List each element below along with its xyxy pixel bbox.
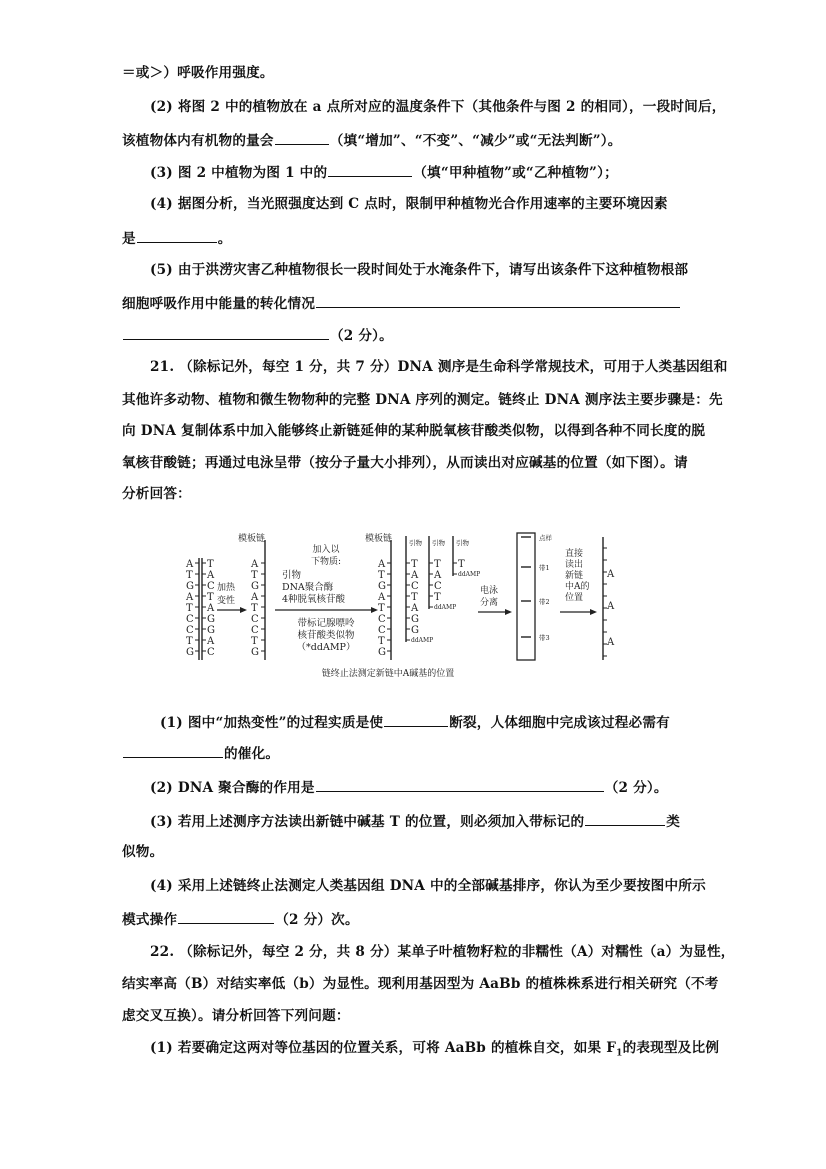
ddamp-label: ddAMP: [458, 571, 481, 578]
base-label: C: [434, 581, 442, 592]
base-label: G: [251, 581, 259, 592]
answer-blank[interactable]: [585, 811, 665, 826]
q20-part2: (2) 将图 2 中的植物放在 a 点所对应的温度条件下（其他条件与图 2 的相同），一段时间后，: [150, 99, 726, 115]
base-label: A: [207, 636, 215, 647]
base-label: A: [251, 559, 259, 570]
base-label: T: [378, 603, 385, 614]
base-label: T: [411, 559, 418, 570]
base-label: A: [411, 570, 419, 581]
text: (3) 若用上述测序方法读出新链中碱基 T 的位置，则必须加入带标记的: [150, 814, 585, 830]
q20-part4: (4) 据图分析，当光照强度达到 C 点时，限制甲种植物光合作用速率的主要环境因素: [150, 196, 668, 212]
q21-intro: 氧核苷酸链；再通过电泳呈带（按分子量大小排列），从而读出对应碱基的位置（如下图）。请: [122, 455, 688, 471]
text: 的催化。: [224, 746, 280, 762]
text: (3) 图 2 中植物为图 1 中的: [150, 165, 328, 181]
text: 细胞呼吸作用中能量的转化情况: [122, 296, 316, 312]
base-label: T: [251, 636, 258, 647]
q21-part3: [150, 811, 680, 831]
base-label: T: [186, 570, 193, 581]
base-label: C: [207, 647, 215, 658]
text: 的表现型及比例: [622, 1040, 720, 1056]
q20-part5: (5) 由于洪涝灾害乙种植物很长一段时间处于水淹条件下，请写出该条件下这种植物根部: [150, 262, 689, 278]
base-label: G: [411, 614, 419, 625]
base-label: T: [434, 592, 441, 603]
base-label: T: [411, 592, 418, 603]
q21-part3-cont: 似物。: [122, 844, 164, 860]
read-label: 新链: [565, 571, 584, 581]
text: (1) 若要确定这两对等位基因的位置关系，可将 AaBb 的植株自交，如果 F: [150, 1040, 617, 1056]
template-label: 模板链: [365, 534, 393, 544]
base-label: C: [378, 625, 386, 636]
base-label: G: [378, 647, 386, 658]
base-label: C: [186, 614, 194, 625]
arrow-head: [371, 607, 378, 613]
base-label: C: [207, 581, 215, 592]
gel-band-label: 带2: [539, 598, 550, 606]
gel-band-label: 带1: [539, 564, 550, 572]
arrow-head: [505, 609, 512, 615]
base-label: C: [251, 614, 259, 625]
base-label: T: [458, 559, 465, 570]
text: （填“甲种植物”或“乙种植物”）；: [413, 165, 618, 181]
q21-part1-cont: [122, 743, 279, 763]
answer-blank[interactable]: [123, 743, 223, 758]
read-label: 读出: [565, 560, 584, 570]
labeled-nucleotide-label: （*ddAMP）: [296, 642, 356, 653]
base-label: A: [378, 559, 386, 570]
base-label: T: [251, 570, 258, 581]
result-base-label: A: [607, 601, 615, 612]
electrophoresis-label: 电泳: [480, 586, 499, 596]
text: 类: [666, 814, 681, 830]
q21-part4: (4) 采用上述链终止法测定人类基因组 DNA 中的全部碱基排序，你认为至少要按图中所示: [150, 878, 706, 894]
template-label: 模板链: [238, 534, 266, 544]
base-label: T: [207, 559, 214, 570]
result-base-label: A: [607, 569, 615, 580]
primer-label: 引物: [409, 539, 422, 547]
q21-intro: 其他许多动物、植物和微生物物种的完整 DNA 序列的测定。链终止 DNA 测序法主要步骤是：先: [122, 392, 723, 408]
read-label: 位置: [565, 593, 584, 603]
base-label: G: [251, 647, 259, 658]
arrow-head: [240, 607, 247, 613]
reagent-label: 4种脱氧核苷酸: [282, 594, 346, 605]
q21-intro: 21. （除标记外，每空 1 分，共 7 分）DNA 测序是生命科学常规技术，可用于人类基因组和: [150, 359, 728, 375]
base-label: G: [207, 625, 215, 636]
base-label: A: [378, 592, 386, 603]
q22-part1: [150, 1039, 719, 1063]
base-label: A: [186, 559, 194, 570]
text: 。: [217, 231, 232, 247]
heat-label: 加热: [217, 583, 236, 593]
q21-intro: 分析回答：: [122, 486, 191, 502]
text: 是: [122, 231, 136, 247]
base-label: T: [207, 592, 214, 603]
base-label: C: [186, 625, 194, 636]
text: （2 分）次。: [275, 912, 359, 928]
answer-blank[interactable]: [316, 777, 604, 792]
labeled-nucleotide-label: 带标记腺嘌呤: [297, 618, 355, 629]
answer-blank[interactable]: [178, 909, 274, 924]
q21-part1: [160, 712, 670, 732]
q21-part4-cont: [122, 909, 359, 929]
arrow-head: [590, 609, 597, 615]
ddamp-label: ddAMP: [411, 637, 434, 644]
base-label: A: [207, 603, 215, 614]
gel-band-label: 点样: [539, 534, 552, 542]
subscript: 1: [616, 1048, 623, 1059]
primer-label: 引物: [456, 539, 469, 547]
text-line: ＝或＞）呼吸作用强度。: [122, 65, 274, 81]
heat-label: 变性: [217, 596, 236, 606]
base-label: A: [251, 592, 259, 603]
result-base-label: A: [607, 637, 615, 648]
base-label: A: [207, 570, 215, 581]
gel-band-label: 带3: [539, 634, 550, 642]
read-label: 中A的: [565, 582, 590, 592]
read-label: 直接: [565, 549, 584, 559]
base-label: T: [434, 559, 441, 570]
text: （2 分）。: [604, 780, 668, 796]
text: 模式操作: [122, 912, 178, 928]
base-label: T: [251, 603, 258, 614]
answer-blank[interactable]: [384, 712, 448, 727]
q21-part2: [150, 777, 668, 797]
q22-intro: 结实率高（B）对结实率低（b）为显性。现利用基因型为 AaBb 的植株株系进行相关研究（不考: [122, 976, 719, 992]
gel-lane: [517, 533, 535, 660]
primer-label: 引物: [432, 539, 445, 547]
base-label: T: [186, 603, 193, 614]
add-label: 下物质:: [310, 557, 342, 567]
base-label: T: [186, 636, 193, 647]
labeled-nucleotide-label: 核苷酸类似物: [297, 630, 355, 641]
base-label: G: [207, 614, 215, 625]
base-label: G: [186, 647, 194, 658]
base-label: G: [411, 625, 419, 636]
text: 该植物体内有机物的量会: [122, 133, 274, 149]
base-label: A: [411, 603, 419, 614]
reagent-label: DNA聚合酶: [282, 582, 334, 593]
diagram-caption: 链终止法测定新链中A碱基的位置: [321, 669, 455, 679]
base-label: A: [186, 592, 194, 603]
ddamp-label: ddAMP: [434, 604, 457, 611]
q21-intro: 向 DNA 复制体系中加入能够终止新链延伸的某种脱氧核苷酸类似物，以得到各种不同长度的脱: [122, 423, 706, 439]
base-label: C: [411, 581, 419, 592]
text: (2) DNA 聚合酶的作用是: [150, 780, 315, 796]
base-label: A: [434, 570, 442, 581]
base-label: T: [378, 570, 385, 581]
text: (1) 图中“加热变性”的过程实质是使: [160, 715, 384, 731]
base-label: C: [378, 614, 386, 625]
add-label: 加入以: [312, 545, 340, 555]
q22-intro: 22. （除标记外，每空 2 分，共 8 分）某单子叶植物籽粒的非糯性（A）对糯性（a）为显性，: [150, 944, 735, 960]
base-label: G: [378, 581, 386, 592]
text: 断裂，人体细胞中完成该过程必需有: [449, 715, 670, 731]
electrophoresis-label: 分离: [480, 598, 499, 608]
text: （填“增加”、“不变”、“减少”或“无法判断”）。: [329, 133, 622, 149]
q22-intro: 虑交叉互换）。请分析回答下列问题：: [122, 1008, 350, 1024]
base-label: T: [378, 636, 385, 647]
base-label: G: [186, 581, 194, 592]
base-label: C: [251, 625, 259, 636]
text: （2 分）。: [330, 328, 393, 344]
reagent-label: 引物: [282, 570, 302, 581]
